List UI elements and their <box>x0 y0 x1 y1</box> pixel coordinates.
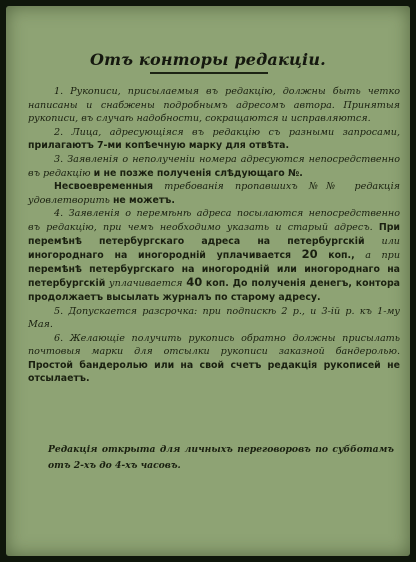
office-hours-line-1: Редакція открыта для личныхъ переговоровъ по субботамъ <box>48 444 394 455</box>
paragraph-1-text: 1. Рукописи, присылаемыя въ редакцію, должны быть четко написаны и снабжены подробнымъ адресомъ автора. Принятыя рукописи, въ случаѣ надобности, сокращаются и исправляются. <box>28 86 400 125</box>
paragraph-2-plain: прилагаютъ 7-ми копѣечную марку для отвѣта. <box>28 140 290 152</box>
paragraph-4-bold-a: При перемѣнѣ петербургскаго адреса на петербургскій <box>28 221 400 247</box>
paragraph-3 <box>28 153 400 180</box>
paragraph-2-italic: 2. Лица, адресующіяся въ редакцію съ разными запросами, <box>54 126 400 138</box>
paragraph-3-italic-a: 3. Заявленія о неполученіи номера адресуются непосредственно въ редакцію <box>28 153 400 179</box>
paragraph-3-plain-a: и не позже полученія слѣдующаго №. <box>93 167 303 179</box>
paragraph-4-italic-c: а при <box>365 250 401 262</box>
paragraph-4-amount-20: 20 <box>301 247 318 262</box>
paragraph-3-plain-b: Несвоевременныя <box>54 181 153 193</box>
paragraph-4-italic-a: 4. Заявленія о перемѣнѣ адреса посылаются непосредственно въ редакцію, при чемъ необходимо указать и старый адресъ. <box>28 208 400 233</box>
office-hours-note <box>48 442 394 474</box>
paragraph-6-bold-a: Простой бандеролью или <box>28 359 175 371</box>
paragraph-1 <box>28 85 400 126</box>
paragraph-3-italic-b: требованія пропавшихъ №№ редакція удовлетворить <box>28 181 400 206</box>
paragraph-4-bold-b: иногороднаго на иногородній уплачивается <box>28 250 292 262</box>
paragraph-4-bold-c: коп., <box>328 250 355 262</box>
paragraph-2 <box>28 126 400 153</box>
paragraph-4-italic-d: уплачивается <box>109 278 183 290</box>
document-page <box>6 6 410 556</box>
paragraph-4-italic-b: или <box>381 235 400 247</box>
paragraph-6-bold-b: на свой счетъ редакція рукописей не отсылаетъ. <box>28 359 400 385</box>
paragraph-6 <box>28 332 400 386</box>
paragraph-3-plain-c: не можетъ. <box>112 194 175 206</box>
paragraph-5 <box>28 305 400 332</box>
paragraph-4-bold-e: коп. До полученія денегъ, контора продолжаетъ высылать журналъ по старому адресу. <box>28 278 400 303</box>
paragraph-4-bold-d: перемѣнѣ петербургскаго на иногородній или иногороднаго на петербургскій <box>28 263 400 290</box>
page-title: Отъ конторы редакціи. <box>90 50 326 69</box>
paragraph-4 <box>28 207 400 304</box>
office-hours-line-2: отъ 2-хъ до 4-хъ часовъ. <box>48 460 181 471</box>
paragraph-6-italic: 6. Желающіе получить рукопись обратно должны присылать почтовыя марки для отсылки рукописи заказной бандеролью. <box>28 332 400 358</box>
paragraph-5-text: 5. Допускается разсрочка: при подпискѣ 2 р., и 3-ій р. къ 1-му Мая. <box>28 305 400 331</box>
paragraph-3-continued <box>28 180 400 207</box>
title-divider <box>150 72 268 74</box>
notice-body <box>28 85 400 386</box>
paragraph-4-amount-40: 40 <box>186 275 203 290</box>
